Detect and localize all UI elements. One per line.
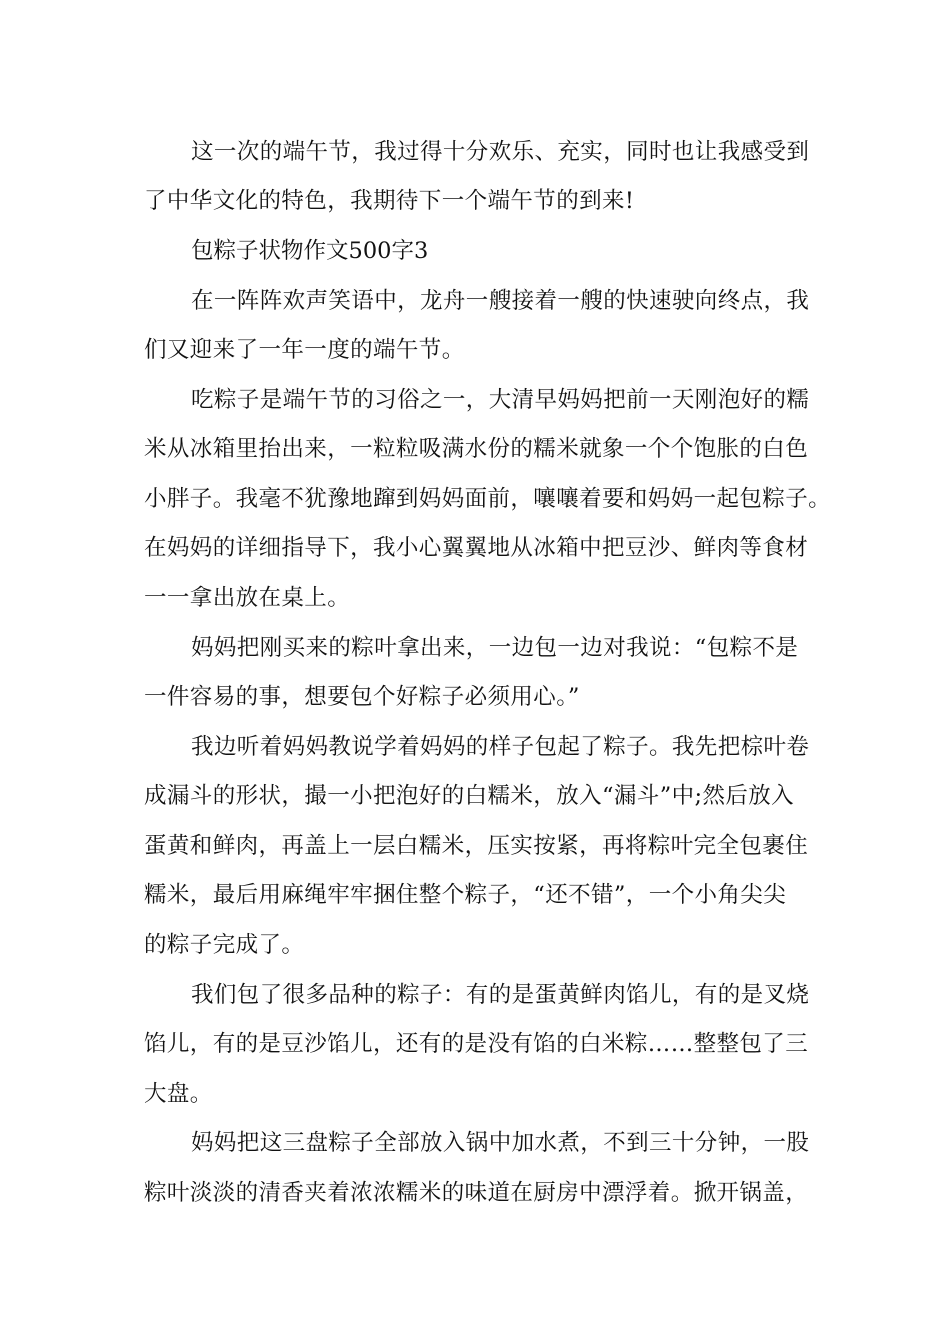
text-line-10: 妈妈把刚买来的粽叶拿出来，一边包一边对我说：“包粽不是: [191, 635, 799, 661]
section-title: 包粽子状物作文500字3: [191, 238, 429, 264]
text-line-1: 这一次的端午节，我过得十分欢乐、充实，同时也让我感受到: [191, 139, 810, 165]
text-line-13: 成漏斗的形状，撮一小把泡好的白糯米，放入“漏斗”中;然后放入: [144, 783, 795, 809]
text-line-18: 馅儿，有的是豆沙馅儿，还有的是没有馅的白米粽……整整包了三: [144, 1031, 809, 1057]
text-line-20: 妈妈把这三盘粽子全部放入锅中加水煮，不到三十分钟，一股: [191, 1130, 810, 1156]
text-line-2: 了中华文化的特色，我期待下一个端午节的到来!: [144, 188, 635, 214]
text-line-11: 一件容易的事，想要包个好粽子必须用心。”: [144, 684, 580, 710]
text-line-16: 的粽子完成了。: [144, 932, 305, 958]
text-line-14: 蛋黄和鲜肉，再盖上一层白糯米，压实按紧，再将粽叶完全包裹住: [144, 833, 809, 859]
text-line-7: 小胖子。我毫不犹豫地蹿到妈妈面前，嚷嚷着要和妈妈一起包粽子。: [144, 486, 832, 512]
text-line-9: 一一拿出放在桌上。: [144, 585, 351, 611]
text-line-4: 们又迎来了一年一度的端午节。: [144, 337, 465, 363]
text-line-19: 大盘。: [144, 1081, 213, 1107]
text-line-3: 在一阵阵欢声笑语中，龙舟一艘接着一艘的快速驶向终点，我: [191, 288, 810, 314]
text-line-17: 我们包了很多品种的粽子：有的是蛋黄鲜肉馅儿，有的是叉烧: [191, 982, 810, 1008]
text-line-5: 吃粽子是端午节的习俗之一，大清早妈妈把前一天刚泡好的糯: [191, 387, 810, 413]
text-line-8: 在妈妈的详细指导下，我小心翼翼地从冰箱中把豆沙、鲜肉等食材: [144, 535, 809, 561]
text-line-21: 粽叶淡淡的清香夹着浓浓糯米的味道在厨房中漂浮着。掀开锅盖，: [144, 1180, 809, 1206]
text-line-15: 糯米，最后用麻绳牢牢捆住整个粽子，“还不错”，一个小角尖尖: [144, 882, 787, 908]
text-line-12: 我边听着妈妈教说学着妈妈的样子包起了粽子。我先把棕叶卷: [191, 734, 810, 760]
text-line-6: 米从冰箱里抬出来，一粒粒吸满水份的糯米就象一个个饱胀的白色: [144, 436, 809, 462]
